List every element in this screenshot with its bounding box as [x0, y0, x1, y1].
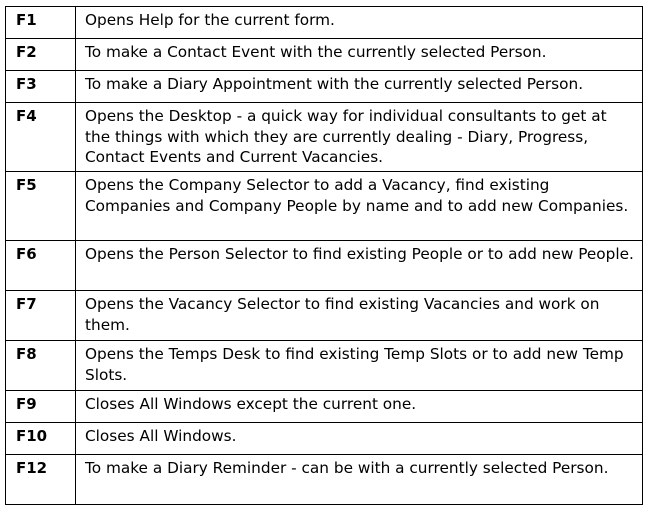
key-cell: F5 — [6, 172, 76, 241]
table-row — [6, 341, 643, 391]
description-cell: Opens the Desktop - a quick way for individual consultants to get at the things with which they are currently dealing - Diary, Progress, Contact Events and Current Vacancies. — [76, 103, 643, 172]
description-cell: To make a Diary Reminder - can be with a currently selected Person. — [76, 455, 643, 505]
key-cell: F3 — [6, 71, 76, 103]
description-cell: Opens the Temps Desk to find existing Temp Slots or to add new Temp Slots. — [76, 341, 643, 391]
description-cell: Opens the Person Selector to find existing People or to add new People. — [76, 241, 643, 291]
description-cell: To make a Contact Event with the currently selected Person. — [76, 39, 643, 71]
table-row — [6, 455, 643, 505]
key-cell: F6 — [6, 241, 76, 291]
key-cell: F4 — [6, 103, 76, 172]
description-cell: To make a Diary Appointment with the currently selected Person. — [76, 71, 643, 103]
key-cell: F7 — [6, 291, 76, 341]
key-cell: F2 — [6, 39, 76, 71]
table-row — [6, 39, 643, 71]
table-row — [6, 241, 643, 291]
description-cell: Closes All Windows. — [76, 423, 643, 455]
key-cell: F10 — [6, 423, 76, 455]
table-row — [6, 391, 643, 423]
description-cell: Opens Help for the current form. — [76, 7, 643, 39]
description-cell: Closes All Windows except the current one. — [76, 391, 643, 423]
table-row — [6, 71, 643, 103]
key-cell: F1 — [6, 7, 76, 39]
description-cell: Opens the Company Selector to add a Vacancy, find existing Companies and Company People by name and to add new Companies. — [76, 172, 643, 241]
table-row — [6, 291, 643, 341]
key-cell: F8 — [6, 341, 76, 391]
description-cell: Opens the Vacancy Selector to find existing Vacancies and work on them. — [76, 291, 643, 341]
table-row — [6, 7, 643, 39]
table-row — [6, 172, 643, 241]
function-keys-table — [5, 6, 643, 505]
table-row — [6, 103, 643, 172]
key-cell: F9 — [6, 391, 76, 423]
table-row — [6, 423, 643, 455]
key-cell: F12 — [6, 455, 76, 505]
